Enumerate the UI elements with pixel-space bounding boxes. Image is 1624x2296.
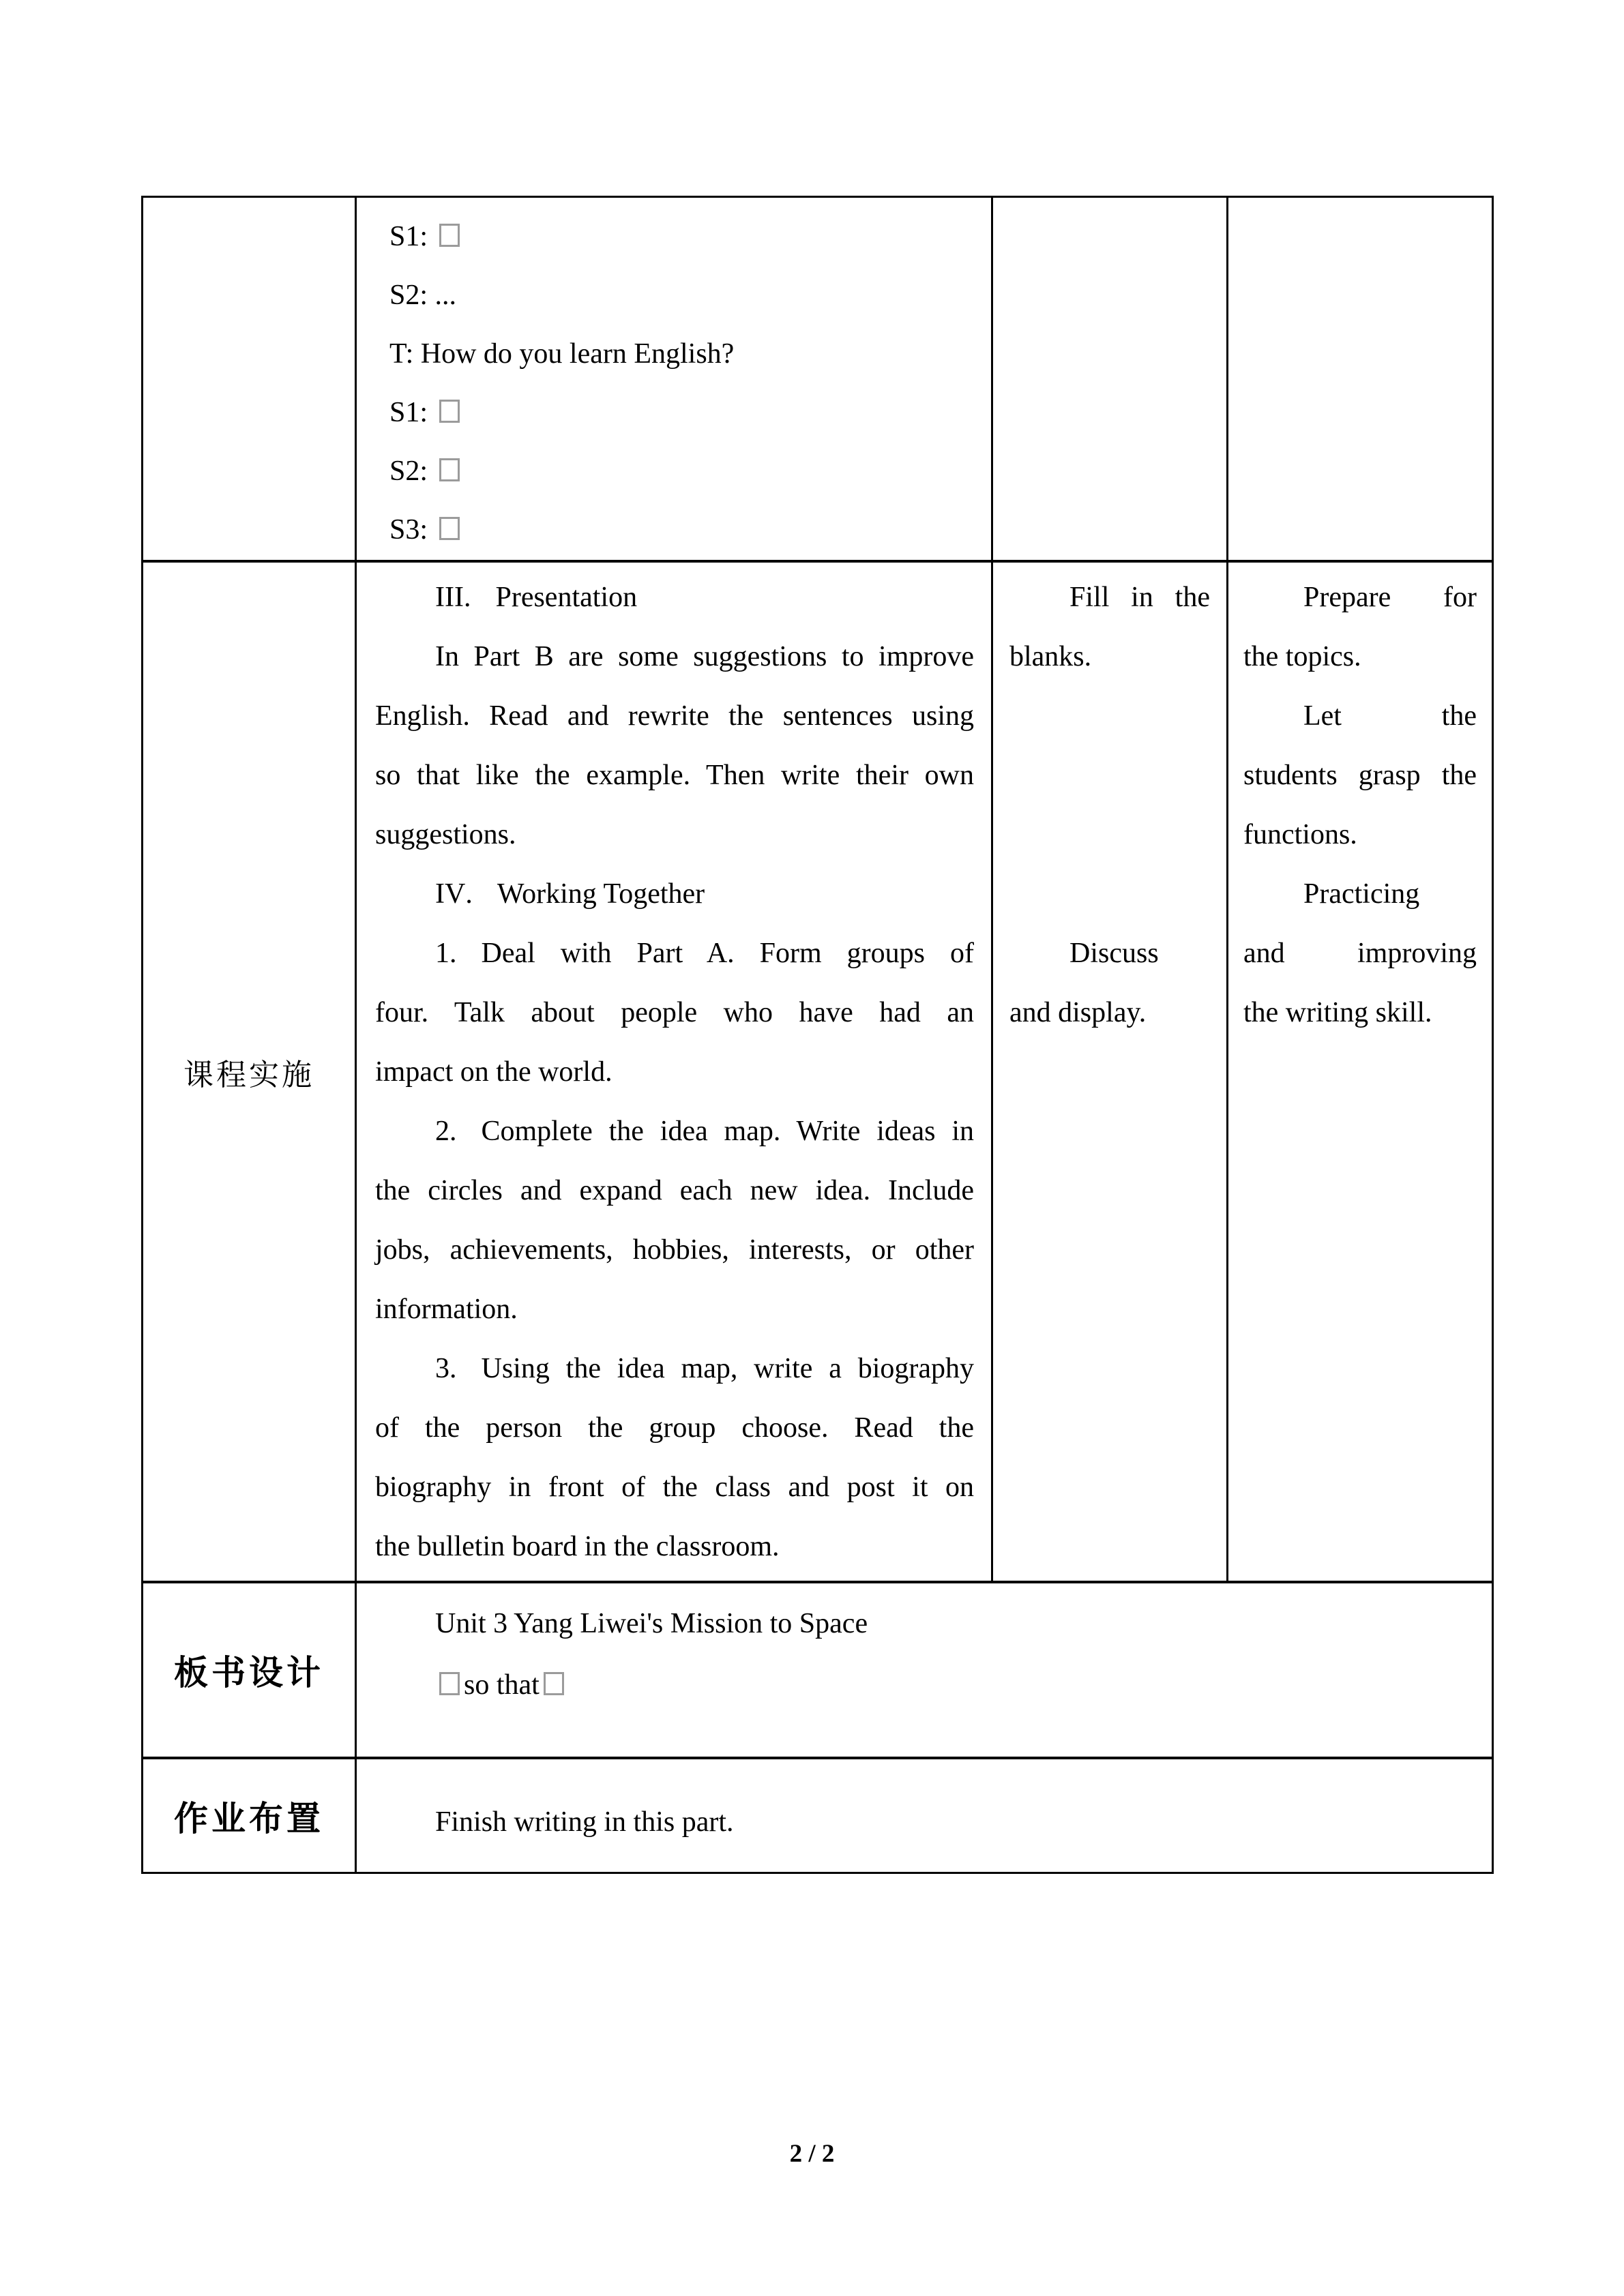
text-line: the writing skill. [1243, 997, 1432, 1028]
text-line: Practicing [1303, 878, 1420, 910]
roman-numeral-3: III [435, 582, 464, 613]
text-line: 2. Complete the idea map. Write ideas in [375, 1102, 974, 1161]
text-line: Prepare for [1303, 582, 1477, 613]
missing-glyph-box [544, 1672, 564, 1695]
text-line: In Part B are some suggestions to improve [435, 641, 974, 672]
text-line: Fill in the [1069, 582, 1210, 613]
fullwidth-period: . [465, 878, 473, 910]
dialogue-activity-cell-empty [991, 198, 1226, 560]
table-row-homework [143, 1757, 1492, 1872]
text-line: S1: [389, 383, 973, 442]
implementation-label-cell [143, 563, 355, 1581]
row-label-implementation: 课程实施 [183, 1058, 314, 1092]
design-intent-cell [1226, 563, 1492, 1581]
page-number: 2 / 2 [789, 2140, 835, 2168]
missing-glyph-box [439, 458, 460, 481]
table-row-board-design [143, 1581, 1492, 1757]
text-line: Finish writing in this part. [435, 1806, 734, 1838]
missing-glyph-box [439, 517, 460, 540]
table-row-implementation [143, 560, 1492, 1581]
text-line [1009, 865, 1210, 924]
text-line [1009, 687, 1210, 746]
text-line: and improving [1243, 938, 1477, 969]
text-line: III. Presentation [375, 568, 974, 627]
text-line: S2: ... [389, 280, 457, 311]
text-line: four. Talk about people who have had an [375, 997, 974, 1028]
text-line [1009, 805, 1210, 865]
text-line: S2: [389, 442, 973, 501]
missing-glyph-box [439, 400, 460, 423]
fullwidth-period: . [463, 582, 471, 613]
text-line: IV. Working Together [375, 865, 974, 924]
text-line: Unit 3 Yang Liwei's Mission to Space [435, 1608, 868, 1639]
row-label-board-design: 板书设计 [174, 1654, 324, 1692]
fullwidth-period: . [449, 1353, 457, 1384]
text-line: the circles and expand each new idea. Include [375, 1175, 974, 1206]
text-line: Discuss [1069, 938, 1159, 969]
roman-numeral-4: IV [435, 878, 466, 910]
fullwidth-period: . [449, 1116, 457, 1147]
text-line: English. Read and rewrite the sentences using [375, 700, 974, 732]
text-line: so that [375, 1654, 1473, 1716]
missing-glyph-box [439, 224, 460, 247]
fullwidth-period: . [449, 938, 457, 969]
homework-content-cell [355, 1759, 1492, 1872]
text-line [1009, 746, 1210, 805]
table-row-dialogue [143, 198, 1492, 560]
text-line: students grasp the [1243, 760, 1477, 791]
board-design-label-cell [143, 1583, 355, 1757]
text-line: so that like the example. Then write their own [375, 760, 974, 791]
text-line: impact on the world. [375, 1056, 612, 1088]
text-line: 1. Deal with Part A. Form groups of [375, 924, 974, 983]
text-line: S3: [389, 501, 973, 559]
text-line: jobs, achievements, hobbies, interests, or other [375, 1234, 974, 1266]
student-activity-cell [991, 563, 1226, 1581]
text-line: T: How do you learn English? [389, 338, 735, 370]
text-line: blanks. [1009, 641, 1092, 672]
text-line: and display. [1009, 997, 1147, 1028]
text-line: of the person the group choose. Read the [375, 1412, 974, 1444]
missing-glyph-box [439, 1672, 460, 1695]
lesson-plan-table [141, 196, 1494, 1874]
text-line: 3. Using the idea map, write a biography [375, 1339, 974, 1399]
text-line: biography in front of the class and post it on [375, 1472, 974, 1503]
text-line: S1: [389, 207, 973, 266]
text-line: the topics. [1243, 641, 1361, 672]
board-design-content-cell [355, 1583, 1492, 1757]
dialogue-content-cell [355, 198, 991, 560]
text-line: the bulletin board in the classroom. [375, 1531, 780, 1562]
text-line: Let the [1303, 700, 1477, 732]
text-line: functions. [1243, 819, 1357, 850]
dialogue-label-cell-empty [143, 198, 355, 560]
text-line: suggestions. [375, 819, 516, 850]
dialogue-intent-cell-empty [1226, 198, 1492, 560]
text-line: information. [375, 1294, 518, 1325]
row-label-homework: 作业布置 [174, 1799, 324, 1838]
homework-label-cell [143, 1759, 355, 1872]
teaching-process-cell [355, 563, 991, 1581]
